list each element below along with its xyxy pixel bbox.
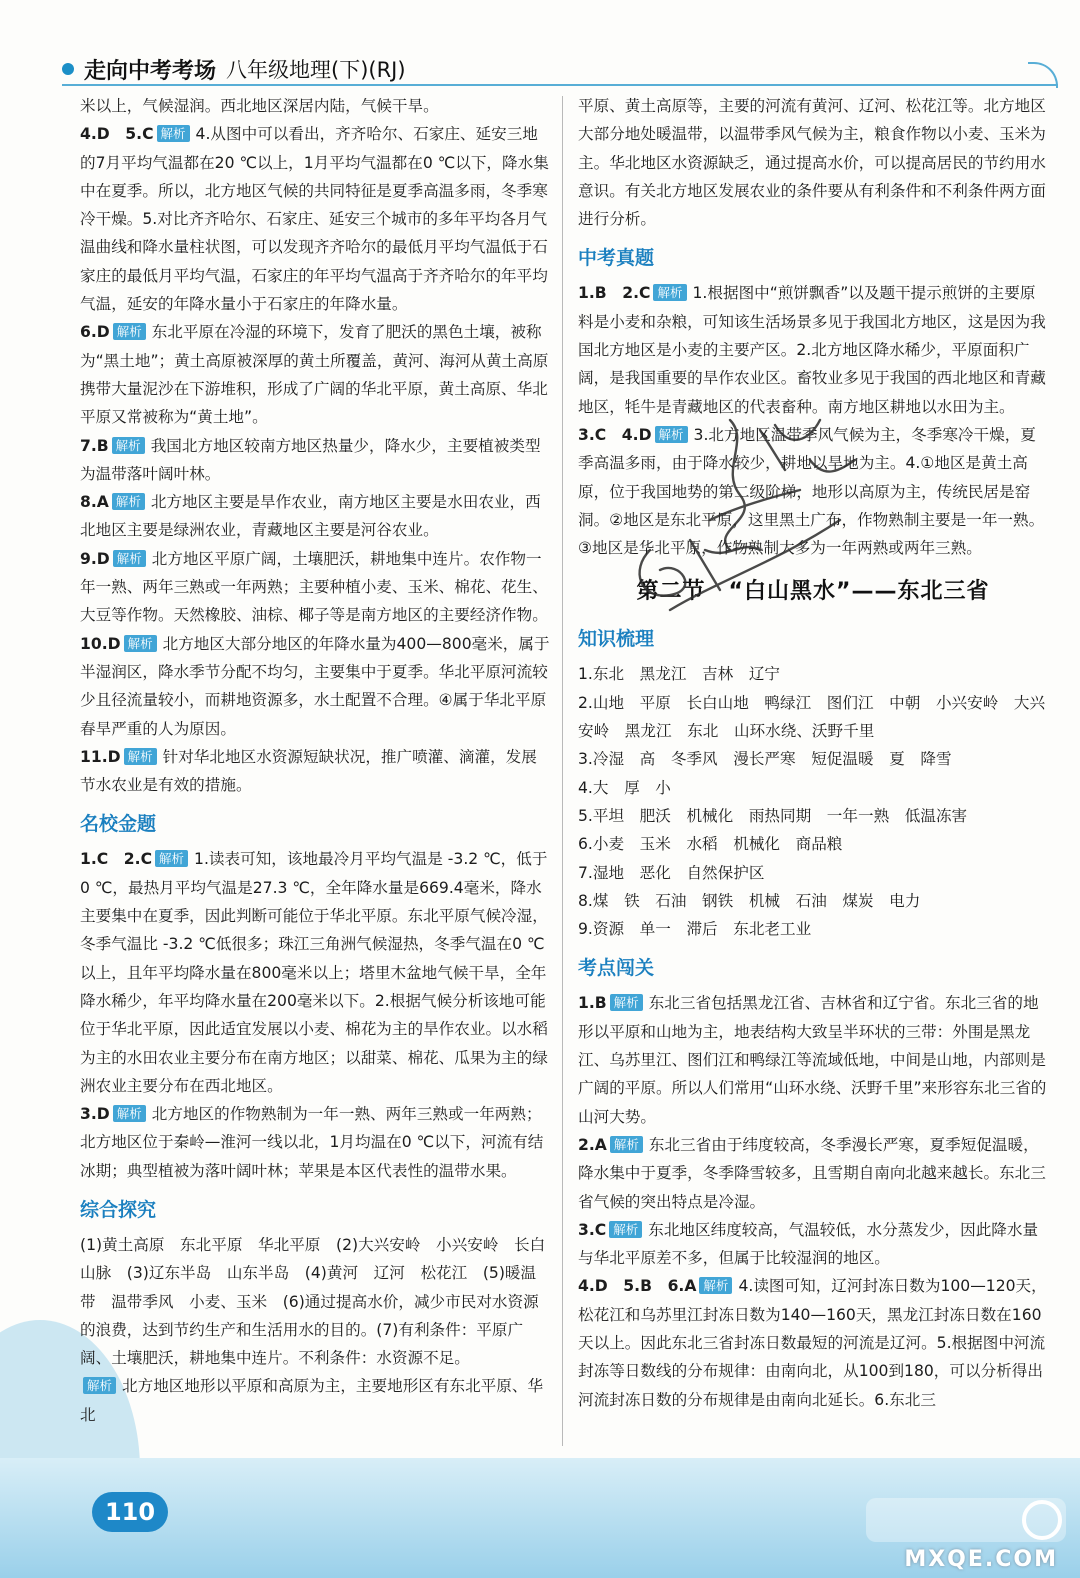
analysis-text: 针对华北地区水资源短缺状况，推广喷灌、滴灌，发展节水农业是有效的措施。 [80, 747, 537, 795]
answer-item [80, 743, 550, 800]
section-heading-zhongkao: 中考真题 [578, 247, 655, 270]
knowledge-item: 2.山地 平原 长白山地 鸭绿江 图们江 中朝 小兴安岭 大兴安岭 黑龙江 东北 山环水绕、沃野千里 [578, 693, 1046, 741]
analysis-text: 北方地区地形以平原和高原为主，主要地形区有东北平原、华北 [80, 1377, 544, 1424]
answer-item [578, 1216, 1048, 1273]
answer-number: 9.D [80, 549, 110, 568]
answer-number: 2.A [578, 1135, 607, 1154]
series-title: 走向中考考场 [84, 58, 217, 84]
watermark-logo-text: MXQE.COM [904, 1547, 1058, 1572]
answer-number: 3.D [80, 1105, 110, 1124]
knowledge-item: 1.东北 黑龙江 吉林 辽宁 [578, 665, 781, 684]
analysis-text: 东北地区纬度较高，气温较低，水分蒸发少，因此降水量与华北平原差不多，但属于比较湿润的地区。 [578, 1220, 1039, 1268]
answer-list [80, 120, 550, 799]
analysis-text: 4.从图中可以看出，齐齐哈尔、石家庄、延安三地的7月平均气温都在20 ℃以上，1月平均气温都在0 ℃以下，降水集中在夏季。所以，北方地区气候的共同特征是夏季高温多雨，冬季寒冷干燥。5.对比齐齐哈尔、石家庄、延安三个城市的多年平均各月气温曲线和降水量柱状图，可以发现齐齐哈尔的最低月平均气温低于石家庄的最低月平均气温，石家庄的年平均气温高于齐齐哈尔的年平均气温，延安的年降水量小于石家庄的年降水量。 [80, 125, 549, 314]
answer-number: 4.D 5.B 6.A [578, 1277, 697, 1296]
page-header [62, 52, 406, 86]
analysis-tag: 解析 [124, 635, 157, 652]
header-dot-icon [62, 63, 74, 75]
header-rule [62, 84, 1058, 86]
analysis-tag: 解析 [112, 437, 145, 454]
answer-item [578, 1131, 1048, 1216]
analysis-text: 3.北方地区温带季风气候为主，冬季寒冷干燥，夏季高温多雨，由于降水较少，耕地以旱地为主。4.①地区是黄土高原，位于我国地势的第二级阶梯，地形以高原为主，传统民居是窑洞。②地区是东北平原，这里黑土广布，作物熟制主要是一年一熟。③地区是华北平原，作物熟制大多为一年两熟或两年三熟。 [578, 425, 1045, 558]
analysis-tag: 解析 [655, 426, 688, 443]
analysis-tag: 解析 [113, 323, 146, 340]
analysis-text: 北方地区的作物熟制为一年一熟、两年三熟或一年两熟；北方地区位于秦岭—淮河一线以北，1月均温在0 ℃以下，河流有结冰期；典型植被为落叶阔叶林；苹果是本区代表性的温带水果。 [80, 1105, 544, 1180]
answer-item [80, 432, 550, 489]
zonghe-answer: (1)黄土高原 东北平原 华北平原 (2)大兴安岭 小兴安岭 长白山脉 (3)辽东半岛 山东半岛 (4)黄河 辽河 松花江 (5)暖温带 温带季风 小麦、玉米 (6)通过提高水价，减少市民对水资源的浪费，达到节约生产和生活用水的目的。(7)有利条件：平原广阔、土壤肥沃，耕地集中连片。不利条件：水资源不足。 [80, 1235, 546, 1368]
knowledge-item: 6.小麦 玉米 水稻 机械化 商品粮 [578, 835, 843, 854]
analysis-tag: 解析 [124, 748, 157, 765]
analysis-tag: 解析 [83, 1377, 116, 1394]
answer-number: 1.C 2.C [80, 850, 153, 869]
analysis-tag: 解析 [610, 1136, 643, 1153]
answer-item [578, 989, 1048, 1130]
analysis-tag: 解析 [113, 1105, 146, 1122]
handwritten-signature-icon [610, 400, 870, 620]
analysis-tag: 解析 [653, 284, 686, 301]
chapter-title: 第二节 “白山黑水”——东北三省 [636, 579, 990, 605]
answer-item [80, 545, 550, 630]
answer-number: 10.D [80, 634, 121, 653]
section-heading-mingxiao: 名校金题 [80, 813, 157, 836]
analysis-text: 1.读表可知，该地最冷月平均气温是 -3.2 ℃，低于0 ℃，最热月平均气温是27.3 ℃，全年降水量是669.4毫米，降水主要集中在夏季，因此判断可能位于华北平原。东北平原气候冷湿，冬季气温比 -3.2 ℃低很多；珠江三角洲气候湿热，冬季气温在0 ℃以上，且年平均降水量在800毫米以上；塔里木盆地气候干旱，全年降水稀少，年平均降水量在200毫米以下。2.根据气候分析该地可能位于华北平原，因此适宜发展以小麦、棉花为主的旱作农业。以水稻为主的水田农业主要分布在南方地区；以甜菜、棉花、瓜果为主的绿洲农业主要分布在西北地区。 [80, 850, 548, 1095]
analysis-text: 4.读图可知，辽河封冻日数为100—120天，松花江和乌苏里江封冻日数为140—160天，黑龙江封冻日数在160天以上。因此东北三省封冻日数最短的河流是辽河。5.根据图中河流封冻等日数线的分布规律：由南向北，从100到180，可以分析得出河流封冻日数的分布规律是由南向北延长。6.东北三 [578, 1277, 1047, 1409]
knowledge-item: 8.煤 铁 石油 钢铁 机械 石油 煤炭 电力 [578, 891, 921, 910]
knowledge-item: 3.冷湿 高 冬季风 漫长严寒 短促温暖 夏 降雪 [578, 750, 952, 769]
analysis-text: 1.根据图中“煎饼飘香”以及题干提示煎饼的主要原料是小麦和杂粮，可知该生活场景多见于我国北方地区，这是因为我国北方地区是小麦的主要产区。2.北方地区降水稀少，平原面积广阔，是我国重要的旱作农业区。畜牧业多见于我国的西北地区和青藏地区，牦牛是青藏地区的代表畜种。南方地区耕地以水田为主。 [578, 284, 1046, 416]
answer-item [80, 630, 550, 743]
left-column [80, 92, 550, 1429]
answer-number: 6.D [80, 323, 110, 342]
right-column [578, 92, 1048, 1414]
knowledge-list [578, 660, 1048, 943]
zonghe-analysis [80, 1372, 550, 1429]
section-heading-kaodian: 考点闯关 [578, 957, 655, 980]
analysis-text: 北方地区主要是旱作农业，南方地区主要是水田农业，西北地区主要是绿洲农业，青藏地区主要是河谷农业。 [80, 493, 541, 540]
knowledge-item: 5.平坦 肥沃 机械化 雨热同期 一年一熟 低温冻害 [578, 806, 968, 825]
knowledge-item: 9.资源 单一 滞后 东北老工业 [578, 920, 812, 939]
section-heading-zhishi: 知识梳理 [578, 628, 655, 651]
analysis-text: 北方地区平原广阔，土壤肥沃，耕地集中连片。农作物一年一熟、两年三熟或一年两熟；主要种植小麦、玉米、棉花、花生、大豆等作物。天然橡胶、油棕、椰子等是南方地区的主要经济作物。 [80, 549, 548, 625]
intro-text: 米以上，气候湿润。西北地区深居内陆，气候干旱。 [80, 97, 439, 115]
analysis-tag: 解析 [609, 1221, 642, 1238]
analysis-tag: 解析 [113, 550, 146, 567]
answer-item [578, 1272, 1048, 1413]
answer-item [80, 1100, 550, 1185]
analysis-text: 东北三省包括黑龙江省、吉林省和辽宁省。东北三省的地形以平原和山地为主，地表结构大致呈半环状的三带：外围是黑龙江、乌苏里江、图们江和鸭绿江等流域低地，中间是山地，内部则是广阔的平原。所以人们常用“山环水绕、沃野千里”来形容东北三省的山河大势。 [578, 994, 1047, 1126]
continued-text: 平原、黄土高原等，主要的河流有黄河、辽河、松花江等。北方地区大部分地处暖温带，以温带季风气候为主，粮食作物以小麦、玉米为主。华北地区水资源缺乏，通过提高水价，可以提高居民的节约用水意识。有关北方地区发展农业的条件要从有利条件和不利条件两方面进行分析。 [578, 97, 1046, 229]
answer-number: 1.B 2.C [578, 284, 651, 303]
answer-item [80, 488, 550, 545]
header-rule-corner [1028, 62, 1058, 88]
analysis-tag: 解析 [610, 994, 643, 1011]
analysis-tag: 解析 [157, 125, 190, 142]
knowledge-item: 4.大 厚 小 [578, 778, 671, 797]
column-divider [562, 96, 563, 1446]
answer-number: 8.A [80, 493, 109, 512]
answer-number: 4.D 5.C [80, 125, 154, 144]
analysis-tag: 解析 [112, 493, 145, 510]
analysis-text: 北方地区大部分地区的年降水量为400—800毫米，属于半湿润区，降水季节分配不均匀，主要集中于夏季。华北平原河流较少且径流量较小，而耕地资源多，水土配置不合理。④属于华北平原春旱严重的人为原因。 [80, 634, 550, 738]
section-heading-zonghe: 综合探究 [80, 1198, 157, 1221]
answer-number: 3.C 4.D [578, 425, 652, 444]
answer-number: 3.C [578, 1220, 607, 1239]
answer-number: 7.B [80, 436, 109, 455]
answer-item [80, 845, 550, 1100]
analysis-text: 东北三省由于纬度较高，冬季漫长严寒，夏季短促温暖，降水集中于夏季，冬季降雪较多，且雪期自南向北越来越长。东北三省气候的突出特点是冷湿。 [578, 1135, 1046, 1211]
answer-number: 1.B [578, 994, 607, 1013]
analysis-tag: 解析 [155, 850, 188, 867]
answer-number: 11.D [80, 747, 121, 766]
analysis-text: 东北平原在冷湿的环境下，发育了肥沃的黑色土壤，被称为“黑土地”；黄土高原被深厚的黄土所覆盖，黄河、海河从黄土高原携带大量泥沙在下游堆积，形成了广阔的华北平原，黄土高原、华北平原又常被称为“黄土地”。 [80, 323, 549, 427]
answer-item [80, 120, 550, 318]
page-number: 110 [92, 1492, 168, 1532]
analysis-text: 我国北方地区较南方地区热量少，降水少，主要植被类型为温带落叶阔叶林。 [80, 436, 541, 483]
subject-title: 八年级地理(下)(RJ) [226, 58, 406, 82]
knowledge-item: 7.湿地 恶化 自然保护区 [578, 863, 765, 882]
analysis-tag: 解析 [699, 1277, 732, 1294]
answer-item [80, 318, 550, 431]
